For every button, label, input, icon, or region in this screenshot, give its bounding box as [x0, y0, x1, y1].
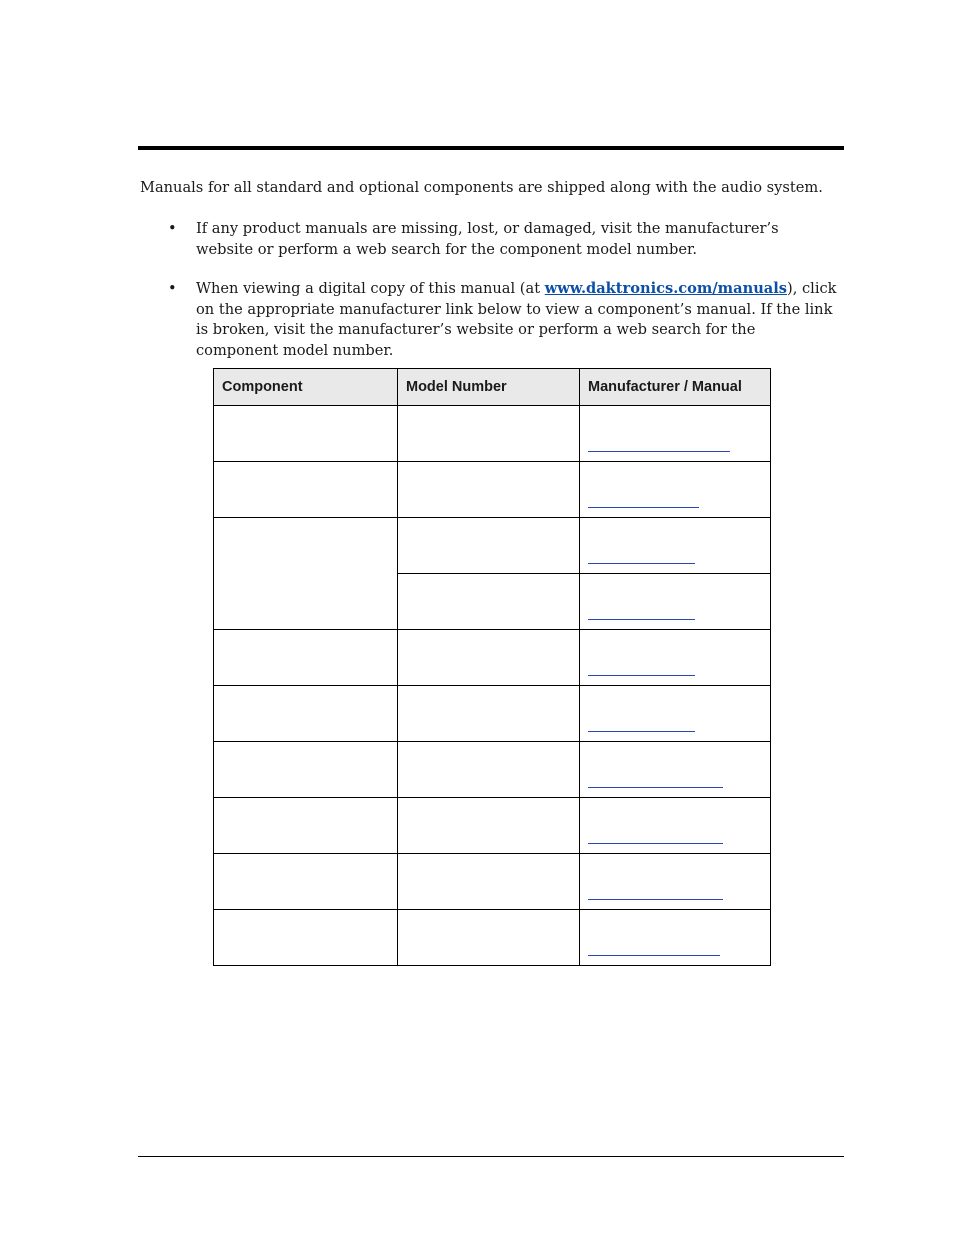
model-number-cell	[398, 574, 580, 630]
table-row	[214, 518, 771, 574]
manual-link-cell	[580, 518, 771, 574]
manual-link-cell	[580, 798, 771, 854]
column-header-manufacturer-manual: Manufacturer / Manual	[580, 369, 771, 406]
manual-link-cell	[580, 742, 771, 798]
model-number-cell	[398, 798, 580, 854]
manual-link[interactable]	[588, 731, 695, 732]
table-row	[214, 686, 771, 742]
manual-link-cell	[580, 630, 771, 686]
instruction-list	[140, 219, 840, 380]
component-cell	[214, 854, 398, 910]
table-row	[214, 854, 771, 910]
component-cell	[214, 462, 398, 518]
manual-link[interactable]	[588, 619, 695, 620]
model-number-cell	[398, 742, 580, 798]
table-row	[214, 742, 771, 798]
bullet-text-end: ), click on the appropriate manufacturer link below to view a component’s manual. If the link is broken, visit the manufacturer’s website or perform a web search for the component model number.	[196, 280, 837, 359]
model-number-cell	[398, 686, 580, 742]
column-header-model-number: Model Number	[398, 369, 580, 406]
daktronics-manuals-link[interactable]: www.daktronics.com/manuals	[544, 280, 788, 297]
model-number-cell	[398, 910, 580, 966]
manual-link-cell	[580, 910, 771, 966]
model-number-cell	[398, 406, 580, 462]
component-cell	[214, 406, 398, 462]
manual-link[interactable]	[588, 563, 695, 564]
top-rule	[138, 146, 844, 150]
manual-link-cell	[580, 686, 771, 742]
bullet-text: If any product manuals are missing, lost, or damaged, visit the manufacturer’s website or perform a web search for the component model number.	[196, 220, 779, 258]
column-header-component: Component	[214, 369, 398, 406]
model-number-cell	[398, 462, 580, 518]
component-cell	[214, 798, 398, 854]
table-row	[214, 406, 771, 462]
table-row	[214, 462, 771, 518]
manual-link[interactable]	[588, 955, 720, 956]
intro-paragraph: Manuals for all standard and optional components are shipped along with the audio system.	[140, 179, 823, 196]
bullet-icon: •	[168, 220, 177, 237]
manual-link[interactable]	[588, 843, 723, 844]
component-cell	[214, 742, 398, 798]
manual-link[interactable]	[588, 899, 723, 900]
model-number-cell	[398, 630, 580, 686]
table-row	[214, 910, 771, 966]
manual-link-cell	[580, 406, 771, 462]
footer-rule	[138, 1156, 844, 1157]
bullet-icon: •	[168, 280, 177, 297]
component-cell	[214, 910, 398, 966]
component-manuals-table	[213, 368, 771, 966]
table-row	[214, 798, 771, 854]
table-row	[214, 630, 771, 686]
component-cell	[214, 686, 398, 742]
manual-link[interactable]	[588, 675, 695, 676]
manual-link-cell	[580, 574, 771, 630]
manual-link[interactable]	[588, 451, 730, 452]
list-item	[140, 219, 840, 260]
component-cell	[214, 518, 398, 630]
bullet-text-start: When viewing a digital copy of this manual (at	[196, 280, 545, 297]
model-number-cell	[398, 854, 580, 910]
table-header-row	[214, 369, 771, 406]
manual-link-cell	[580, 462, 771, 518]
model-number-cell	[398, 518, 580, 574]
manual-link-cell	[580, 854, 771, 910]
manual-link[interactable]	[588, 507, 699, 508]
list-item	[140, 279, 840, 361]
manual-link[interactable]	[588, 787, 723, 788]
component-cell	[214, 630, 398, 686]
